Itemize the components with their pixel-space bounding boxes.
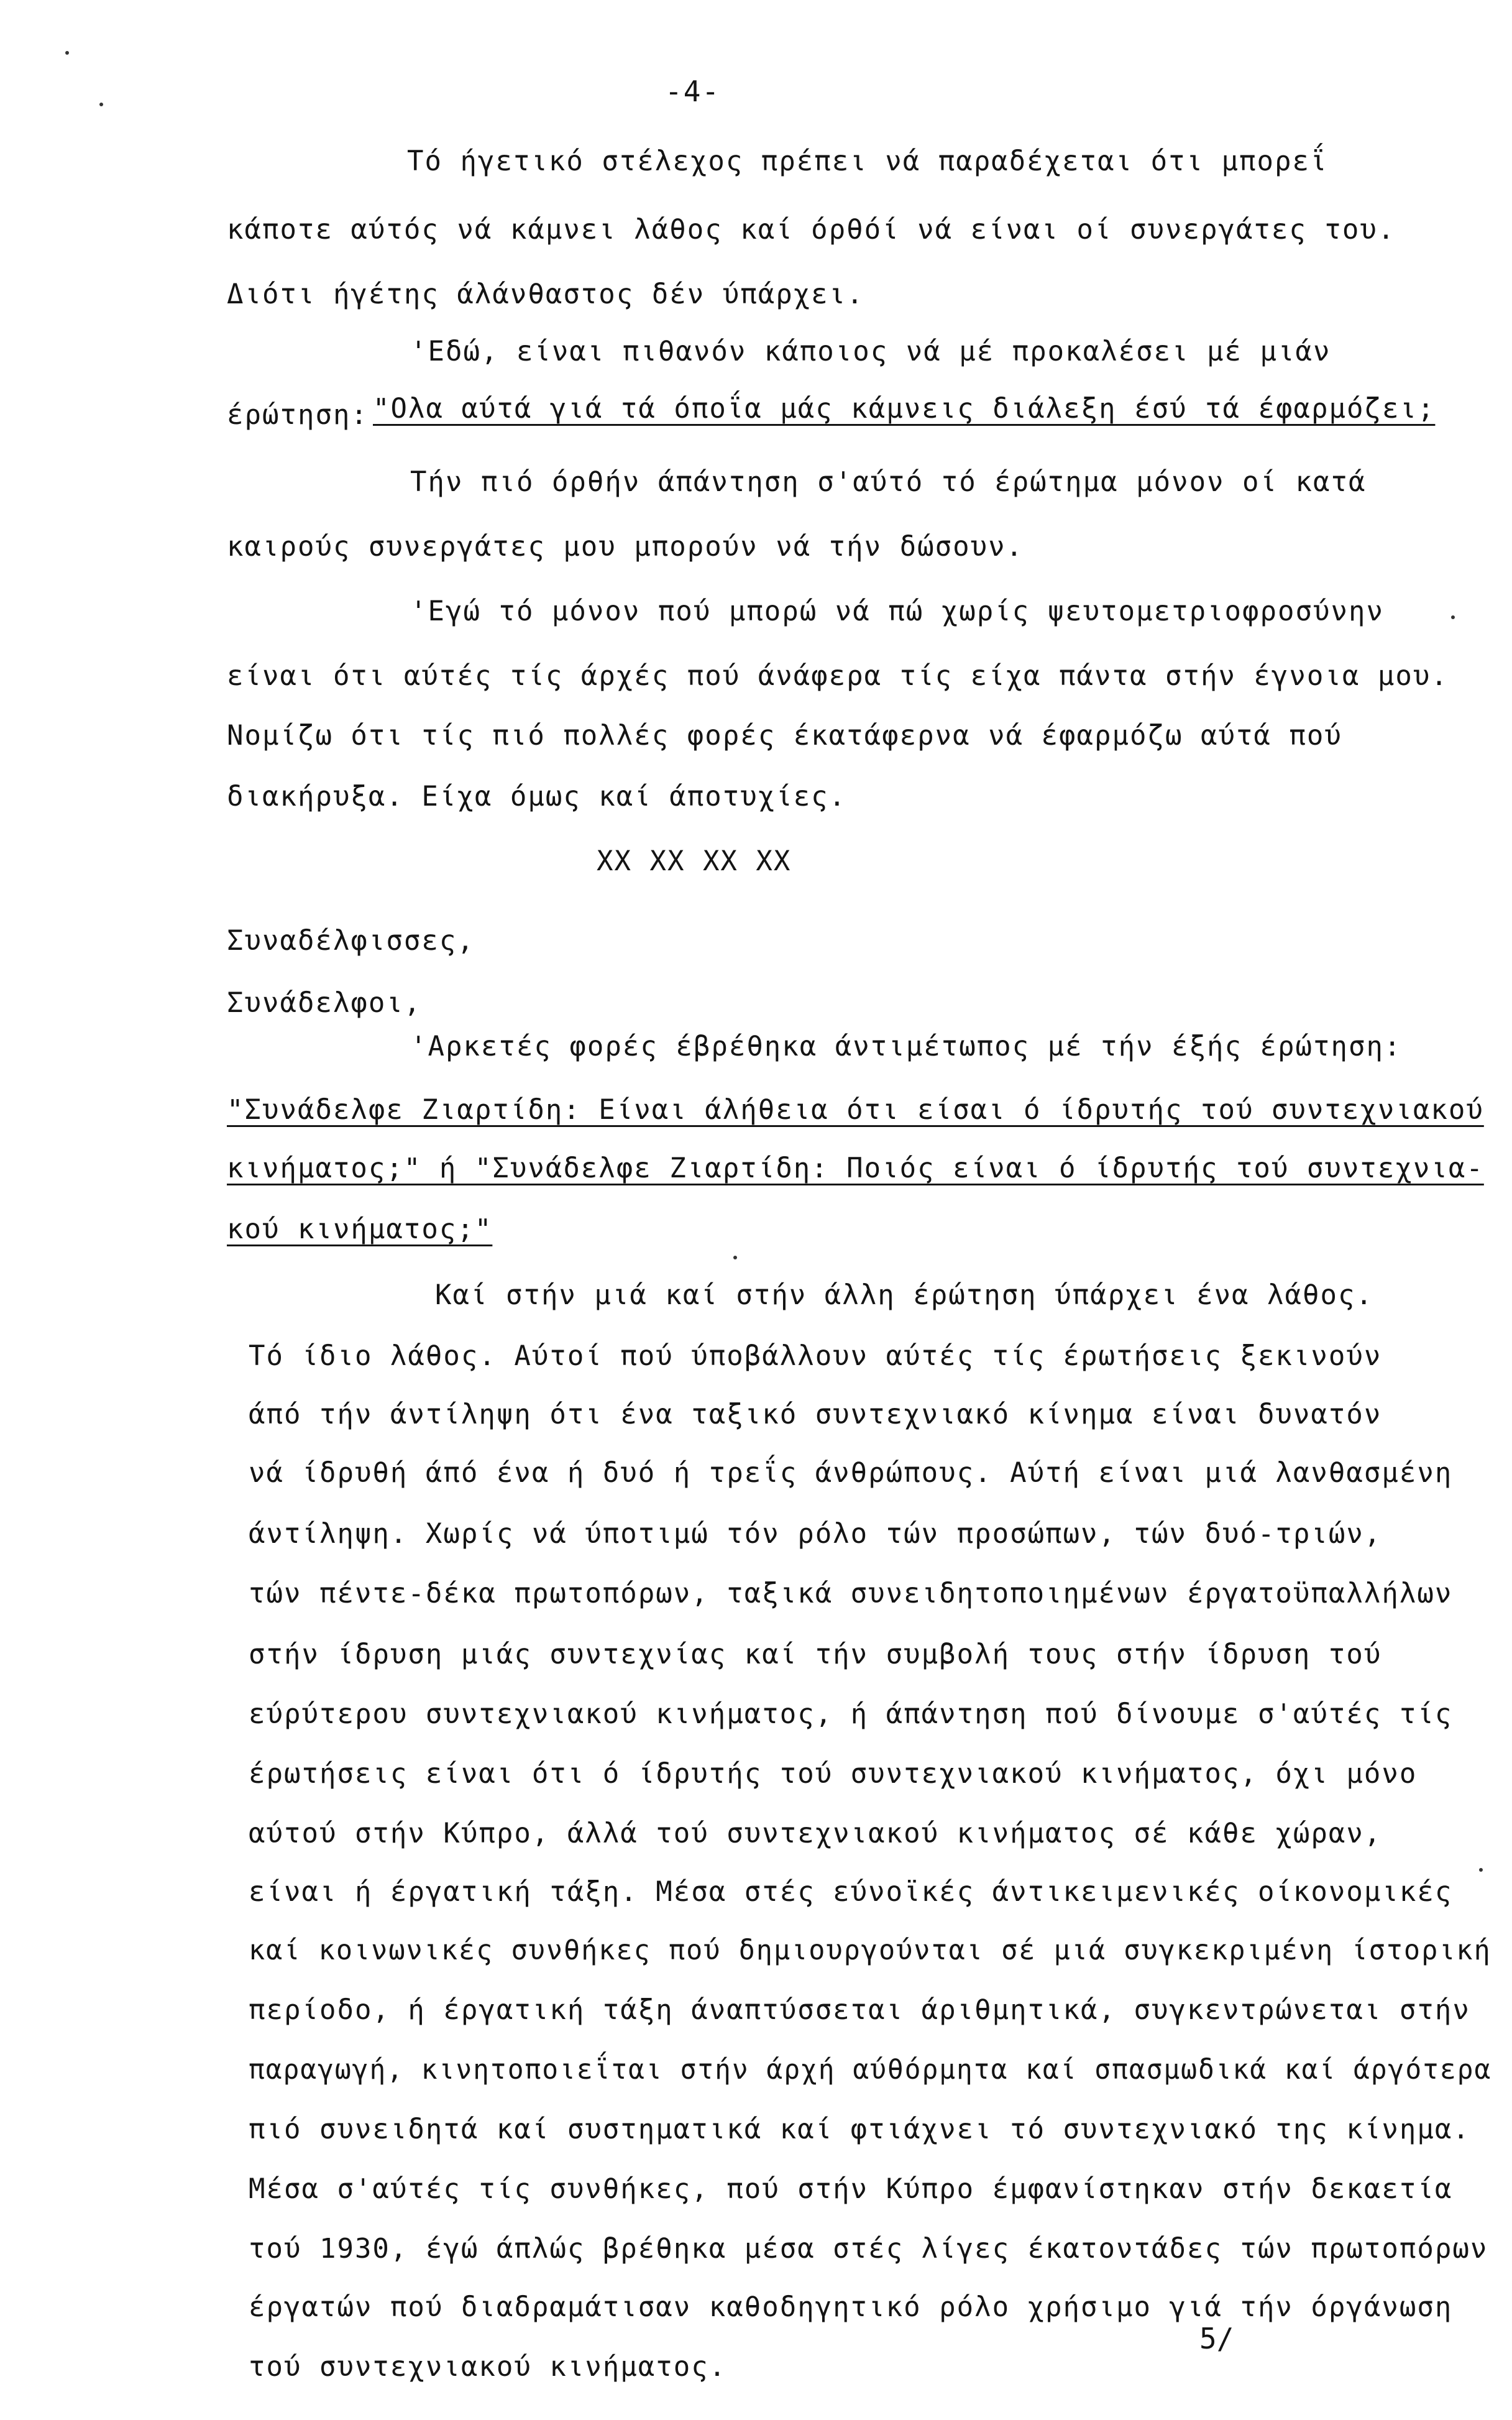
text-line: αύτού στήν Κύπρο, άλλά τού συντεχνιακού κινήματος σέ κάθε χώραν,: [249, 1818, 1382, 1849]
scan-speck: [733, 1256, 737, 1259]
text-line: στήν ίδρυση μιάς συντεχνίας καί τήν συμβολή τους στήν ίδρυση τού: [249, 1639, 1382, 1670]
continuation-marker: 5/: [1199, 2322, 1234, 2355]
section-separator: ΧΧ ΧΧ ΧΧ ΧΧ: [597, 845, 792, 877]
text-line: τού 1930, έγώ άπλώς βρέθηκα μέσα στές λίγες έκατοντάδες τών πρωτοπόρων: [249, 2233, 1488, 2265]
text-line: είναι ή έργατική τάξη. Μέσα στές εύνοϊκές άντικειμενικές οίκονομικές: [249, 1876, 1453, 1908]
text-line: 'Εδώ, είναι πιθανόν κάποιος νά μέ προκαλέσει μέ μιάν: [410, 336, 1331, 367]
scan-speck: [99, 103, 103, 106]
text-line: καιρούς συνεργάτες μου μπορούν νά τήν δώσουν.: [227, 531, 1024, 563]
text-line: Τό ήγετικό στέλεχος πρέπει νά παραδέχεται ότι μπορεΐ: [407, 145, 1328, 177]
text-line: κάποτε αύτός νά κάμνει λάθος καί όρθόί νά είναι οί συνεργάτες του.: [227, 214, 1396, 246]
text-line: καί κοινωνικές συνθήκες πού δημιουργούνται σέ μιά συγκεκριμένη ίστορική: [249, 1935, 1491, 1966]
text-line: τού συντεχνιακού κινήματος.: [249, 2351, 727, 2383]
text-line: έρωτήσεις είναι ότι ό ίδρυτής τού συντεχνιακού κινήματος, όχι μόνο: [249, 1758, 1418, 1790]
salutation-line: Συναδέλφισσες,: [227, 925, 475, 957]
text-line: εύρύτερου συντεχνιακού κινήματος, ή άπάντηση πού δίνουμε σ'αύτές τίς: [249, 1698, 1453, 1730]
text-line: Μέσα σ'αύτές τίς συνθήκες, πού στήν Κύπρο έμφανίστηκαν στήν δεκαετία: [249, 2173, 1453, 2205]
text-line: άπό τήν άντίληψη ότι ένα ταξικό συντεχνιακό κίνημα είναι δυνατόν: [249, 1399, 1382, 1430]
text-line: Τό ίδιο λάθος. Αύτοί πού ύποβάλλουν αύτές τίς έρωτήσεις ξεκινούν: [249, 1340, 1382, 1372]
text-line: πιό συνειδητά καί συστηματικά καί φτιάχνει τό συντεχνιακό της κίνημα.: [249, 2114, 1470, 2145]
scan-speck: [1451, 615, 1455, 619]
underlined-quote-line: "Συνάδελφε Ζιαρτίδη: Είναι άλήθεια ότι είσαι ό ίδρυτής τού συντεχνιακού: [227, 1094, 1484, 1126]
scan-speck: [65, 51, 69, 55]
text-line: παραγωγή, κινητοποιεΐται στήν άρχή αύθόρμητα καί σπασμωδικά καί άργότερα: [249, 2054, 1492, 2086]
text-line: Νομίζω ότι τίς πιό πολλές φορές έκατάφερνα νά έφαρμόζω αύτά πού: [227, 720, 1342, 752]
text-line: περίοδο, ή έργατική τάξη άναπτύσσεται άριθμητικά, συγκεντρώνεται στήν: [249, 1994, 1470, 2026]
text-line: 'Αρκετές φορές έβρέθηκα άντιμέτωπος μέ τήν έξής έρώτηση:: [410, 1031, 1402, 1062]
underlined-quote-line: κού κινήματος;": [227, 1213, 493, 1245]
text-line: έρώτηση:: [227, 399, 369, 431]
underlined-quote-line: κινήματος;" ή "Συνάδελφε Ζιαρτίδη: Ποιός είναι ό ίδρυτής τού συντεχνια-: [227, 1152, 1484, 1184]
underlined-quote-line: "Ολα αύτά γιά τά όποΐα μάς κάμνεις διάλεξη έσύ τά έφαρμόζει;: [373, 393, 1436, 425]
text-line: άντίληψη. Χωρίς νά ύποτιμώ τόν ρόλο τών προσώπων, τών δυό-τριών,: [249, 1518, 1382, 1550]
page-number: -4-: [665, 75, 721, 108]
text-line: είναι ότι αύτές τίς άρχές πού άνάφερα τίς είχα πάντα στήν έγνοια μου.: [227, 660, 1449, 692]
salutation-line: Συνάδελφοι,: [227, 987, 422, 1019]
text-line: Τήν πιό όρθήν άπάντηση σ'αύτό τό έρώτημα μόνον οί κατά: [410, 466, 1367, 498]
text-line: διακήρυξα. Είχα όμως καί άποτυχίες.: [227, 781, 847, 812]
text-line: 'Εγώ τό μόνον πού μπορώ νά πώ χωρίς ψευτομετριοφροσύνην: [410, 596, 1384, 627]
text-line: τών πέντε-δέκα πρωτοπόρων, ταξικά συνειδητοποιημένων έργατοϋπαλλήλων: [249, 1578, 1453, 1609]
text-line: έργατών πού διαδραμάτισαν καθοδηγητικό ρόλο χρήσιμο γιά τήν όργάνωση: [249, 2291, 1453, 2323]
text-line: Διότι ήγέτης άλάνθαστος δέν ύπάρχει.: [227, 278, 864, 310]
text-line: Καί στήν μιά καί στήν άλλη έρώτηση ύπάρχει ένα λάθος.: [435, 1279, 1373, 1311]
text-line: νά ίδρυθή άπό ένα ή δυό ή τρεΐς άνθρώπους. Αύτή είναι μιά λανθασμένη: [249, 1457, 1453, 1489]
scan-speck: [1479, 1868, 1483, 1872]
